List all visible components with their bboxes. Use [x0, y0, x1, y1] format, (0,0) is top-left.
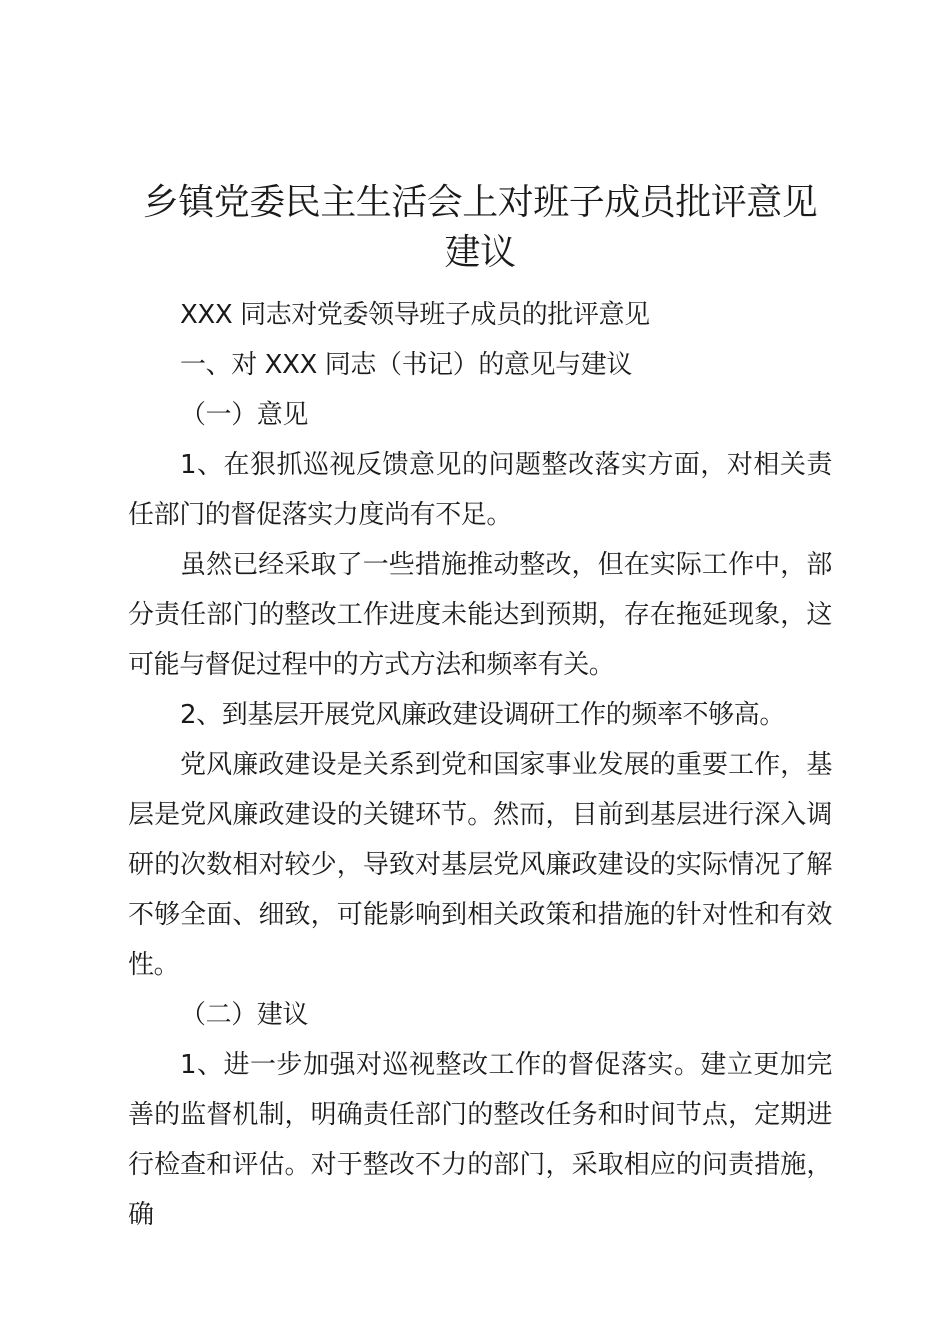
paragraph-opinion-2: 2、到基层开展党风廉政建设调研工作的频率不够高。	[180, 700, 785, 730]
document-page	[128, 178, 832, 1240]
paragraph-opinion-1: 1、在狠抓巡视反馈意见的问题整改落实方面，对相关责任部门的督促落实力度尚有不足。	[128, 450, 832, 530]
paragraph-opinion-2-detail: 党风廉政建设是关系到党和国家事业发展的重要工作，基层是党风廉政建设的关键环节。然而，目前到基层进行深入调研的次数相对较少，导致对基层党风廉政建设的实际情况了解不够全面、细致，可能影响到相关政策和措施的针对性和有效性。	[128, 750, 832, 980]
paragraph-suggestions-heading: （二）建议	[180, 1000, 309, 1030]
document-title: 乡镇党委民主生活会上对班子成员批评意见建议	[142, 182, 818, 273]
paragraph-suggestion-1: 1、进一步加强对巡视整改工作的督促落实。建立更加完善的监督机制，明确责任部门的整改任务和时间节点，定期进行检查和评估。对于整改不力的部门，采取相应的问责措施，确	[128, 1050, 832, 1230]
paragraph-sender: XXX 同志对党委领导班子成员的批评意见	[180, 300, 650, 330]
paragraph-section-one: 一、对 XXX 同志（书记）的意见与建议	[180, 350, 632, 380]
paragraph-opinions-heading: （一）意见	[180, 400, 309, 430]
paragraph-opinion-1-detail: 虽然已经采取了一些措施推动整改，但在实际工作中，部分责任部门的整改工作进度未能达到预期，存在拖延现象，这可能与督促过程中的方式方法和频率有关。	[128, 550, 832, 680]
